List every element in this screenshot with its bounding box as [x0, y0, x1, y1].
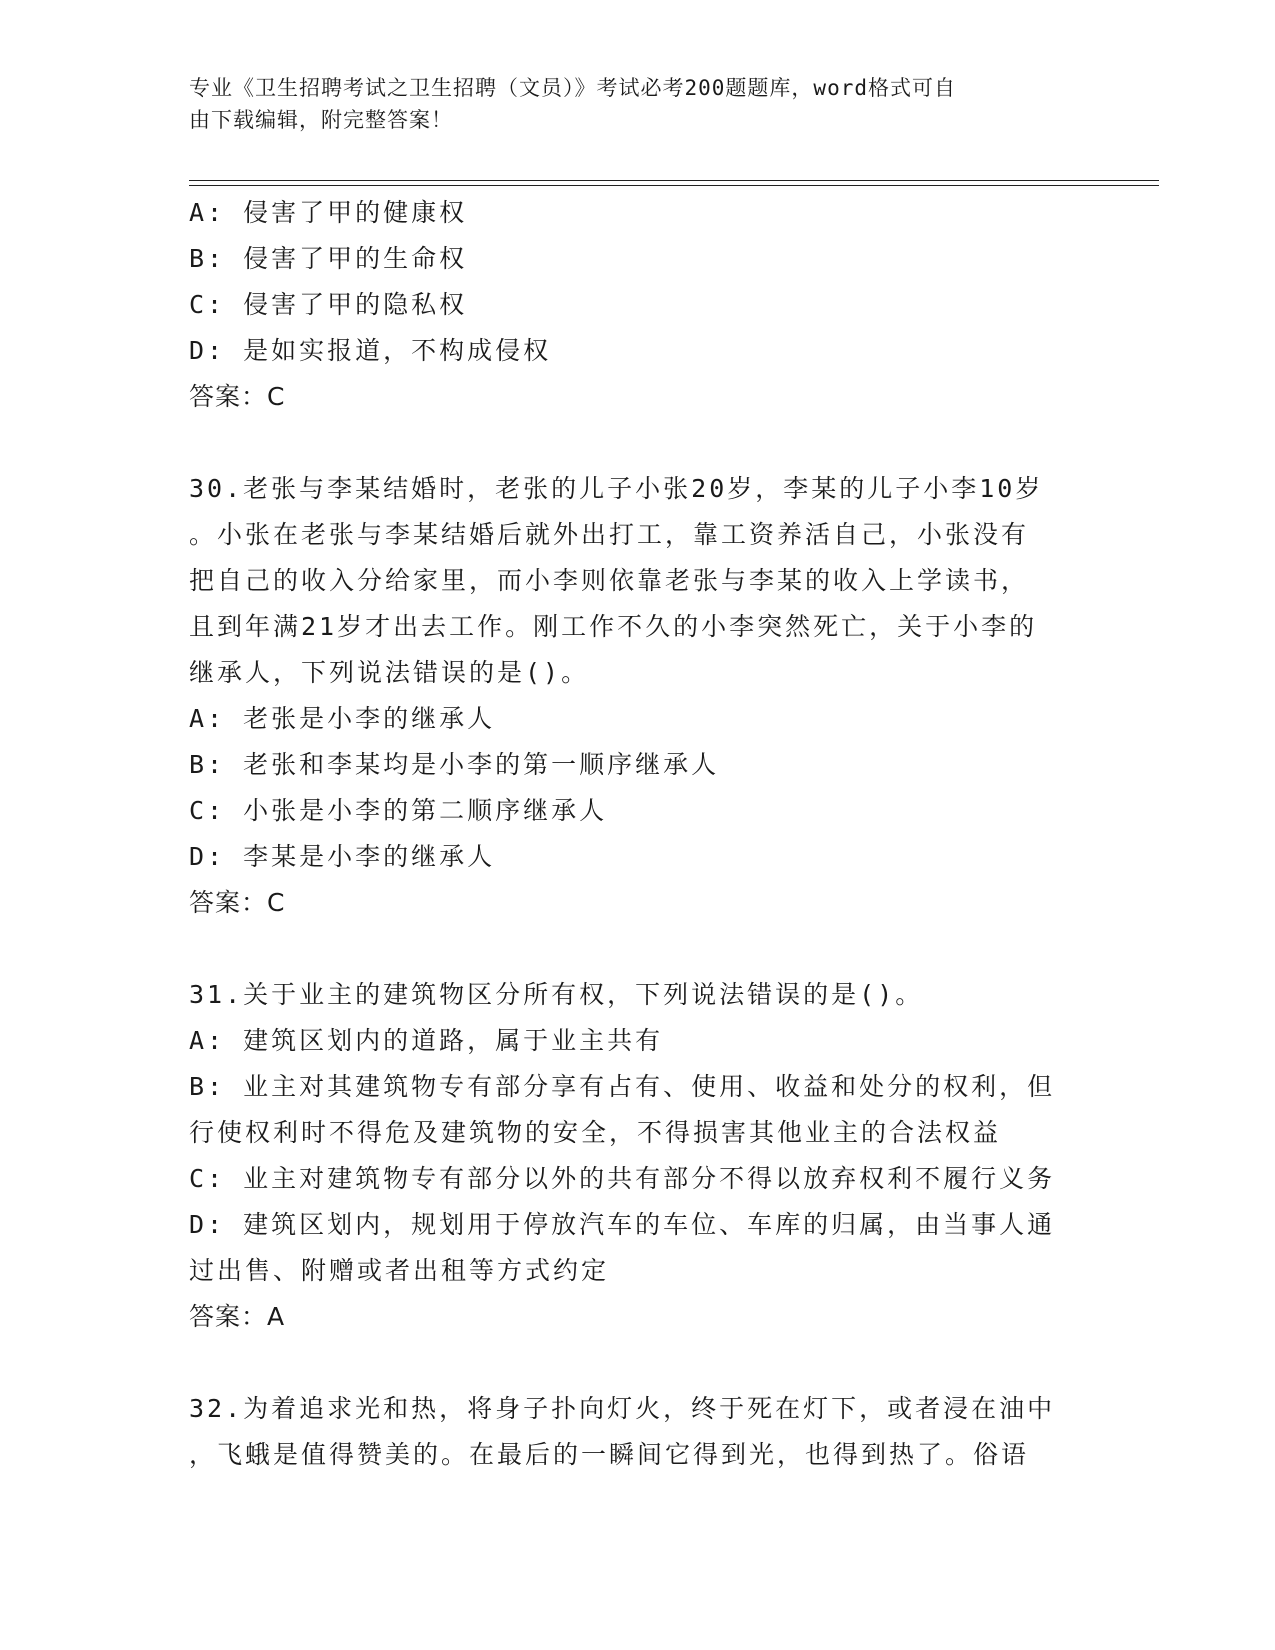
page-header — [189, 72, 1089, 136]
question-stem-line: 继承人，下列说法错误的是()。 — [189, 658, 590, 687]
question-32 — [189, 1386, 1089, 1478]
option-c: C: 业主对建筑物专有部分以外的共有部分不得以放弃权利不履行义务 — [189, 1164, 1056, 1193]
option-d-continued: 过出售、附赠或者出租等方式约定 — [189, 1256, 610, 1285]
header-line-1: 专业《卫生招聘考试之卫生招聘（文员）》考试必考200题题库，word格式可自 — [189, 76, 956, 100]
question-stem-line: 32.为着追求光和热，将身子扑向灯火，终于死在灯下，或者浸在油中 — [189, 1394, 1056, 1423]
option-d: D: 是如实报道，不构成侵权 — [189, 336, 552, 365]
header-divider-top — [189, 180, 1159, 181]
option-c: C: 小张是小李的第二顺序继承人 — [189, 796, 608, 825]
answer-label: 答案：C — [189, 382, 286, 411]
question-stem-line: 且到年满21岁才出去工作。刚工作不久的小李突然死亡，关于小李的 — [189, 612, 1038, 641]
option-d: D: 李某是小李的继承人 — [189, 842, 496, 871]
option-c: C: 侵害了甲的隐私权 — [189, 290, 468, 319]
option-d: D: 建筑区划内，规划用于停放汽车的车位、车库的归属，由当事人通 — [189, 1210, 1056, 1239]
question-stem-line: 30.老张与李某结婚时，老张的儿子小张20岁，李某的儿子小李10岁 — [189, 474, 1044, 503]
option-a: A: 侵害了甲的健康权 — [189, 198, 468, 227]
spacer — [189, 420, 1089, 466]
question-stem-line: 。小张在老张与李某结婚后就外出打工，靠工资养活自己，小张没有 — [189, 520, 1030, 549]
answer-label: 答案：A — [189, 1302, 286, 1331]
header-divider-bottom — [189, 185, 1159, 186]
question-31 — [189, 972, 1089, 1340]
document-body — [189, 190, 1089, 1478]
option-a: A: 老张是小李的继承人 — [189, 704, 496, 733]
spacer — [189, 926, 1089, 972]
answer-label: 答案：C — [189, 888, 286, 917]
spacer — [189, 1340, 1089, 1386]
question-stem-line: 把自己的收入分给家里，而小李则依靠老张与李某的收入上学读书， — [189, 566, 1030, 595]
question-stem-line: 31.关于业主的建筑物区分所有权，下列说法错误的是()。 — [189, 980, 924, 1009]
option-b: B: 业主对其建筑物专有部分享有占有、使用、收益和处分的权利，但 — [189, 1072, 1056, 1101]
header-line-2: 由下载编辑，附完整答案！ — [189, 108, 453, 132]
question-30 — [189, 466, 1089, 926]
option-b: B: 老张和李某均是小李的第一顺序继承人 — [189, 750, 720, 779]
option-a: A: 建筑区划内的道路，属于业主共有 — [189, 1026, 664, 1055]
option-b: B: 侵害了甲的生命权 — [189, 244, 468, 273]
question-stem-line: ，飞蛾是值得赞美的。在最后的一瞬间它得到光，也得到热了。俗语 — [189, 1440, 1030, 1469]
option-b-continued: 行使权利时不得危及建筑物的安全，不得损害其他业主的合法权益 — [189, 1118, 1002, 1147]
question-29 — [189, 190, 1089, 420]
